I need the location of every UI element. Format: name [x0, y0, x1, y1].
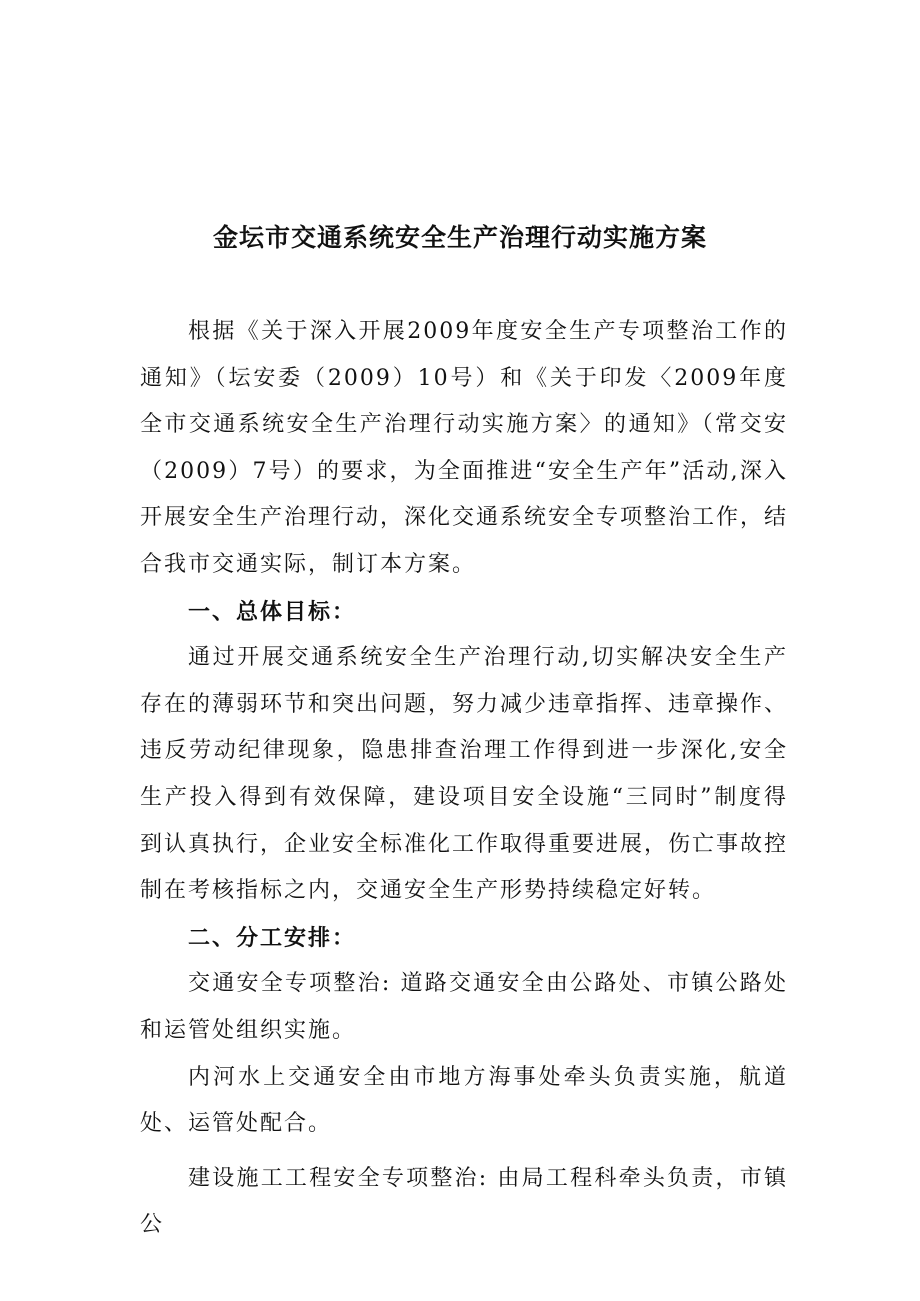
section-2-heading: 二、分工安排： — [188, 924, 357, 951]
section-1-paragraph: 通过开展交通系统安全生产治理行动,切实解决安全生产存在的薄弱环节和突出问题，努力减少违章指挥、违章操作、违反劳动纪律现象，隐患排查治理工作得到进一步深化,安全生产投入得到有效保障，建设项目安全设施“三同时”制度得到认真执行，企业安全标准化工作取得重要进展，伤亡事故控制在考核指标之内，交通安全生产形势持续稳定好转。 — [140, 645, 789, 904]
document-title: 金坛市交通系统安全生产治理行动实施方案 — [212, 223, 707, 252]
section-2-paragraph-3: 建设施工工程安全专项整治: 由局工程科牵头负责，市镇公 — [140, 1165, 788, 1238]
intro-paragraph: 根据《关于深入开展2009年度安全生产专项整治工作的通知》（坛安委（2009）10号）和《关于印发〈2009年度全市交通系统安全生产治理行动实施方案〉的通知》（常交安（2009）7号）的要求，为全面推进“安全生产年”活动,深入开展安全生产治理行动，深化交通系统安全专项整治工作，结合我市交通实际，制订本方案。 — [140, 319, 789, 577]
document-body — [140, 309, 788, 1249]
paragraph-gap — [140, 1148, 788, 1156]
section-2-paragraph-2: 内河水上交通安全由市地方海事处牵头负责实施，航道处、运管处配合。 — [140, 1064, 788, 1137]
section-2-paragraph-1: 交通安全专项整治: 道路交通安全由公路处、市镇公路处和运管处组织实施。 — [140, 971, 788, 1043]
section-1-heading: 一、总体目标： — [188, 598, 357, 625]
